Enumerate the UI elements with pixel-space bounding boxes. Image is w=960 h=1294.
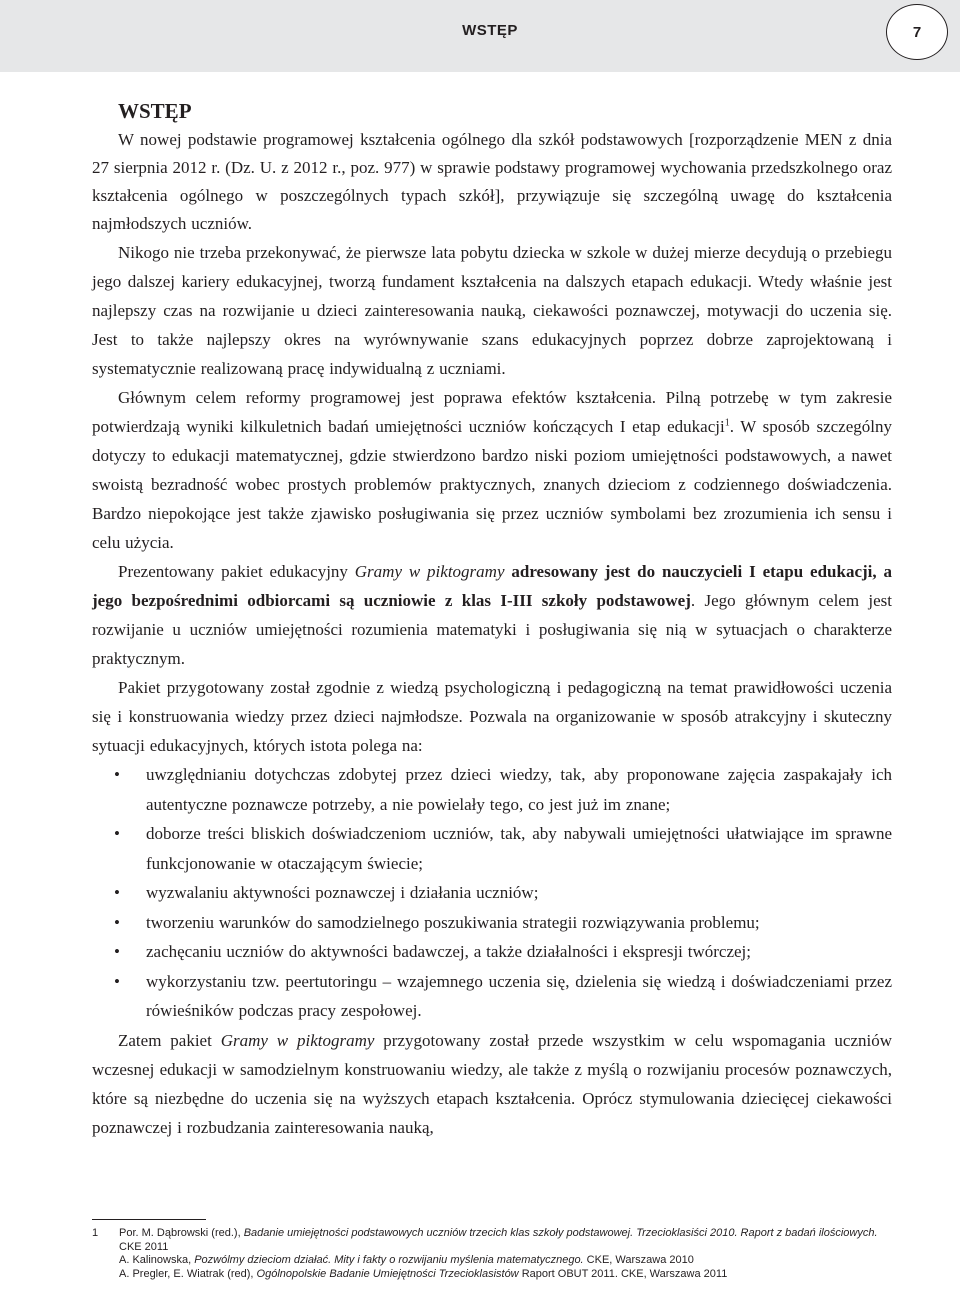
paragraph: Nikogo nie trzeba przekonywać, że pierwsze lata pobytu dziecka w szkole w dużej mierze decydują o przebiegu jego dalszej kariery edukacyjnej, tworzą fundament kształcenia na dalszych etapach edukacji. Wtedy właśnie jest najlepszy czas na rozwijanie u dzieci zainteresowania nauką, ciekawości poznawczej, motywacji do uczenia się. Jest to także najlepszy okres na wyrównywanie szans edukacyjnych poprzez dobrze zaprojektowaną i systematycznie realizowaną pracę indywidualną z uczniami. xyxy=(92,243,892,378)
paragraph: Pakiet przygotowany został zgodnie z wiedzą psychologiczną i pedagogiczną na temat prawidłowości uczenia się i konstruowania wiedzy przez dzieci najmłodsze. Pozwala na organizowanie w sposób atrakcyjny i skuteczny sytuacji edukacyjnych, których istota polega na: xyxy=(92,678,892,755)
page-header xyxy=(0,0,960,72)
bullet-icon: • xyxy=(114,912,120,932)
footnote-ref: 1 xyxy=(724,417,730,429)
citation-text: A. Kalinowska, xyxy=(119,1254,195,1266)
citation-text: Por. M. Dąbrowski (red.), xyxy=(119,1227,244,1239)
footnote xyxy=(92,1227,892,1281)
footnote-citation xyxy=(119,1268,892,1282)
bullet-icon: • xyxy=(114,942,120,961)
paragraph-text: Zatem pakiet xyxy=(118,1030,221,1050)
paragraph-text: . Jego głównym celem jest rozwijanie u uczniów umiejętności rozumienia matematyki i posługiwania się nią w sytuacjach o charakterze praktycznym. xyxy=(92,591,892,668)
bullet-icon: • xyxy=(114,824,120,843)
bullet-icon: • xyxy=(114,883,120,902)
page-number: 7 xyxy=(886,4,948,60)
list-item-text: wykorzystaniu tzw. peertutoringu – wzajemnego uczenia się, dzielenia się wiedzą i doświadczeniami przez rówieśników podczas pracy zespołowej. xyxy=(146,971,892,1020)
paragraph xyxy=(92,557,892,673)
list-item xyxy=(92,819,892,878)
list-item-text: zachęcaniu uczniów do aktywności badawczej, a także działalności i ekspresji twórczej; xyxy=(146,942,751,961)
list-item xyxy=(92,760,892,819)
paragraph-text: przygotowany został przede wszystkim w celu wspomagania uczniów wczesnej edukacji w samodzielnym konstruowaniu wiedzy, ale także z myślą o rozwijaniu procesów poznawczych, które są niezbędne do uczenia się na wyższych etapach kształcenia. Oprócz stymulowania dziecięcej ciekawości poznawczej i rozbudzania zainteresowania nauką, xyxy=(92,1030,892,1137)
citation-text: A. Pregler, E. Wiatrak (red), xyxy=(119,1267,257,1280)
list-item-text: tworzeniu warunków do samodzielnego poszukiwania strategii rozwiązywania problemu; xyxy=(146,912,760,932)
book-title: Gramy w piktogramy xyxy=(354,562,505,581)
footnote-divider xyxy=(92,1219,206,1220)
citation-text: CKE, Warszawa 2010 xyxy=(583,1254,694,1266)
paragraph-text: . W sposób szczególny dotyczy to edukacji matematycznej, gdzie stwierdzono bardzo niski poziom umiejętności podstawowych, a nawet swoistą bezradność wobec prostych problemów praktycznych, znanych dzieciom z codziennego doświadczenia. Bardzo niepokojące jest także zjawisko posługiwania się przez uczniów symbolami bez zrozumienia ich sensu i celu użycia. xyxy=(92,417,892,552)
bullet-icon: • xyxy=(114,765,120,784)
footnote-number: 1 xyxy=(92,1227,99,1239)
list-item-text: doborze treści bliskich doświadczeniom uczniów, tak, aby nabywali umiejętności ułatwiające im sprawne funkcjonowanie w otaczającym świecie; xyxy=(146,824,892,873)
book-title: Gramy w piktogramy xyxy=(220,1030,375,1050)
list-item-text: wyzwalaniu aktywności poznawczej i działania uczniów; xyxy=(146,883,539,902)
footnote-citation xyxy=(119,1254,892,1268)
paragraph-text: Prezentowany pakiet edukacyjny xyxy=(118,562,355,581)
bullet-icon: • xyxy=(114,971,120,991)
citation-title: Badanie umiejętności podstawowych uczniów trzecich klas szkoły podstawowej. Trzecioklasiści 2010. Raport z badań ilościowych. xyxy=(243,1227,878,1239)
running-title: WSTĘP xyxy=(462,22,518,39)
citation-text: CKE 2011 xyxy=(119,1240,169,1253)
paragraph xyxy=(92,383,892,557)
footnote-citation xyxy=(119,1227,892,1254)
list-item xyxy=(92,967,892,1026)
list-item xyxy=(92,878,892,908)
bullet-list xyxy=(92,760,892,1026)
paragraph xyxy=(92,1026,892,1142)
list-item-text: uwzględnianiu dotychczas zdobytej przez dzieci wiedzy, tak, aby proponowane zajęcia zaspakajały ich autentyczne poznawcze potrzeby, a nie powielały tego, co jest już im znane; xyxy=(146,765,892,814)
paragraph-text: Głównym celem reformy programowej jest poprawa efektów kształcenia. Pilną potrzebę w tym zakresie potwierdzają wyniki kilkuletnich badań umiejętności uczniów kończących I etap edukacji xyxy=(92,388,892,436)
page-body xyxy=(92,96,892,1142)
emphasis-text: adresowany jest do nauczycieli I etapu edukacji, a jego bezpośrednimi odbiorcami są uczniowie z klas I-III szkoły podstawowej xyxy=(92,562,893,610)
citation-title: Pozwólmy dzieciom działać. Mity i fakty o rozwijaniu myślenia matematycznego. xyxy=(194,1254,584,1266)
section-title: WSTĘP xyxy=(118,99,192,123)
list-item xyxy=(92,937,892,967)
list-item xyxy=(92,908,892,938)
citation-title: Ogólnopolskie Badanie Umiejętności Trzecioklasistów xyxy=(256,1267,519,1280)
citation-text: Raport OBUT 2011. CKE, Warszawa 2011 xyxy=(518,1267,728,1280)
paragraph: W nowej podstawie programowej kształcenia ogólnego dla szkół podstawowych [rozporządzenie MEN z dnia 27 sierpnia 2012 r. (Dz. U. z 2012 r., poz. 977) w sprawie podstawy programowej wychowania przedszkolnego oraz kształcenia ogólnego w poszczególnych typach szkół], przywiązuje się szczególną uwagę do kształcenia najmłodszych uczniów. xyxy=(92,130,893,233)
